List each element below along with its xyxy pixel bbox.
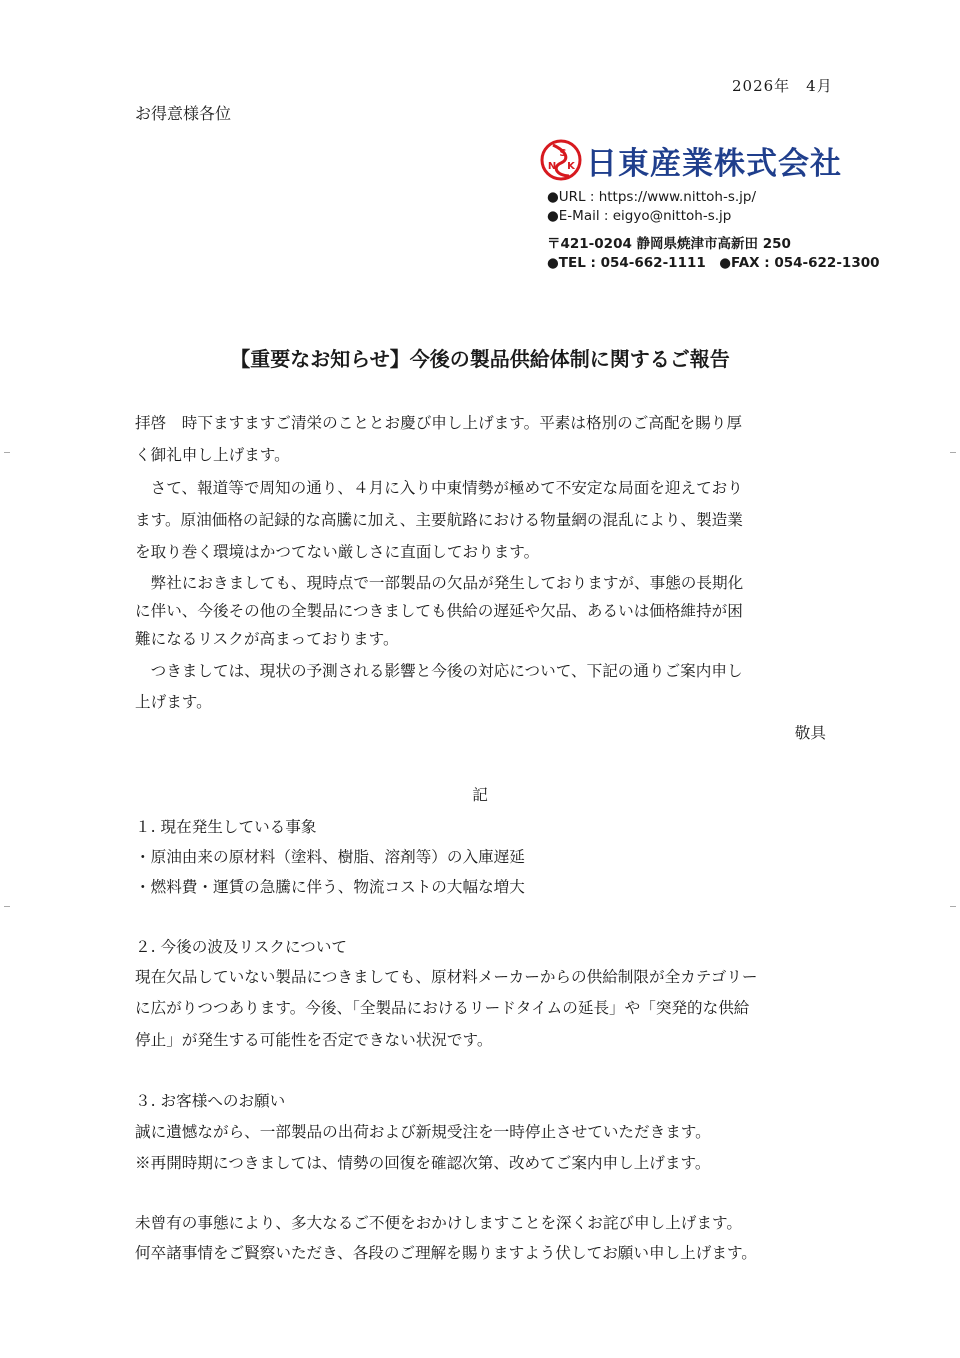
company-email[interactable]: ●E-Mail : eigyo@nittoh-s.jp xyxy=(547,208,732,224)
logo-letter-n: N xyxy=(547,161,557,172)
ki-marker: 記 xyxy=(472,786,488,804)
body-line: に伴い、今後その他の全製品につきましても供給の遅延や欠品、あるいは価格維持が困 xyxy=(135,602,743,620)
fold-mark xyxy=(4,452,10,453)
section1-heading: １. 現在発生している事象 xyxy=(135,818,317,836)
body-line: ます。原油価格の記録的な高騰に加え、主要航路における物量網の混乱により、製造業 xyxy=(135,511,743,529)
body-line: さて、報道等で周知の通り、４月に入り中東情勢が極めて不安定な局面を迎えており xyxy=(135,479,743,497)
document-date: 2026年 4月 xyxy=(732,77,833,95)
company-name: 日東産業株式会社 xyxy=(586,145,842,182)
section3-line: ※再開時期につきましては、情勢の回復を確認次第、改めてご案内申し上げます。 xyxy=(135,1154,711,1172)
body-line: 上げます。 xyxy=(135,693,212,711)
section2-line: 停止」が発生する可能性を否定できない状況です。 xyxy=(135,1031,493,1049)
company-address: 〒421-0204 静岡県焼津市高新田 250 xyxy=(547,236,791,252)
section3-line: 誠に遺憾ながら、一部製品の出荷および新規受注を一時停止させていただきます。 xyxy=(135,1123,711,1141)
company-url[interactable]: ●URL : https://www.nittoh-s.jp/ xyxy=(547,189,757,205)
logo-letter-k: K xyxy=(567,161,575,172)
fold-mark xyxy=(950,906,956,907)
section1-item: ・原油由来の原材料（塗料、樹脂、溶剤等）の入庫遅延 xyxy=(135,848,525,866)
body-line: を取り巻く環境はかつてない厳しさに直面しております。 xyxy=(135,543,540,561)
body-line: 拝啓 時下ますますご清栄のこととお慶び申し上げます。平素は格別のご高配を賜り厚 xyxy=(135,414,742,432)
company-logo xyxy=(540,136,842,184)
body-line: つきましては、現状の予測される影響と今後の対応について、下記の通りご案内申し xyxy=(135,662,743,680)
final-line: 未曾有の事態により、多大なるご不便をおかけしますことを深くお詫び申し上げます。 xyxy=(135,1214,742,1232)
fold-mark xyxy=(950,452,956,453)
section2-heading: ２. 今後の波及リスクについて xyxy=(135,938,348,956)
section3-heading: ３. お客様へのお願い xyxy=(135,1092,286,1110)
company-phone-fax: ●TEL : 054-662-1111 ●FAX : 054-622-1300 xyxy=(547,255,880,271)
nsk-emblem-icon xyxy=(540,139,582,181)
logo-letter-s: S xyxy=(559,148,567,159)
fold-mark xyxy=(4,906,10,907)
notice-title: 【重要なお知らせ】今後の製品供給体制に関するご報告 xyxy=(230,347,730,371)
section2-line: に広がりつつあります。今後、「全製品におけるリードタイムの延長」や「突発的な供給 xyxy=(135,999,750,1017)
closing-keigu: 敬具 xyxy=(794,724,826,742)
section1-item: ・燃料費・運賃の急騰に伴う、物流コストの大幅な増大 xyxy=(135,878,525,896)
body-line: 難になるリスクが高まっております。 xyxy=(135,630,399,648)
body-line: く御礼申し上げます。 xyxy=(135,446,290,464)
final-line: 何卒諸事情をご賢察いただき、各段のご理解を賜りますよう伏してお願い申し上げます。 xyxy=(135,1244,757,1262)
body-line: 弊社におきましても、現時点で一部製品の欠品が発生しておりますが、事態の長期化 xyxy=(135,574,744,592)
section2-line: 現在欠品していない製品につきましても、原材料メーカーからの供給制限が全カテゴリー xyxy=(135,968,758,986)
recipient: お得意様各位 xyxy=(135,104,232,123)
